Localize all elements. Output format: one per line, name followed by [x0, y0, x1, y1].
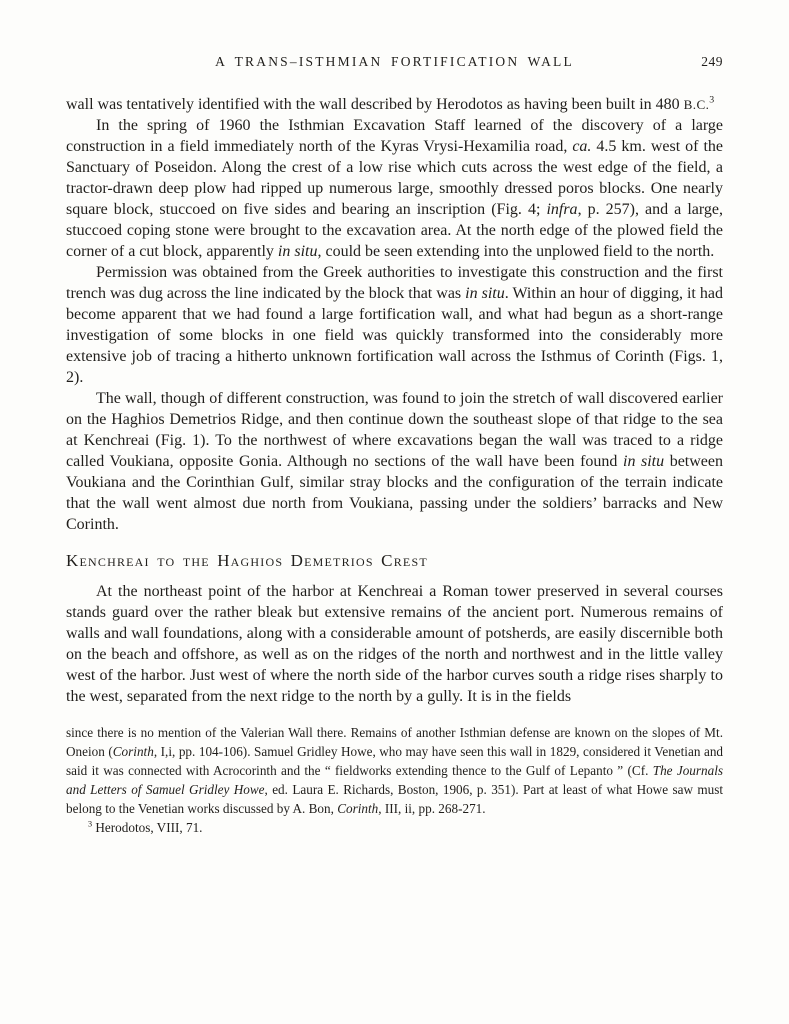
text-run: The wall, though of different construction, was found to join the stretch of wall discovered earlier on the Haghios Demetrios Ridge, and then continue down the southeast slope of that ridge to the sea at Kenchreai (Fig. 1). To the northwest of where excavations began the wall was traced to a ridge called Voukiana, opposite Gonia. Although no sections of the wall have been found — [66, 390, 723, 470]
page-number: 249 — [701, 54, 723, 69]
footnotes — [66, 723, 723, 837]
body-paragraph — [66, 262, 723, 388]
text-run: , ed. Laura E. Richards, Boston, 1906, p. 351). Part at least of what Howe saw must belong to the Venetian works discussed by A. Bon, — [66, 782, 724, 816]
text-run: B.C. — [683, 97, 710, 112]
body-paragraph — [66, 94, 723, 115]
italic-run: The Journals and Letters of Samuel Gridley Howe — [66, 763, 724, 797]
text-run: since there is no mention of the Valerian Wall there. Remains of another Isthmian defense are known on the slopes of Mt. Oneion ( — [66, 725, 723, 759]
text-run: , p. 257), and a large, stuccoed coping stone were brought to the excavation area. At the north edge of the plowed field the corner of a cut block, apparently — [66, 201, 724, 260]
italic-run: in situ — [465, 285, 505, 302]
italic-run: in situ — [623, 453, 665, 470]
section-heading: Kenchreai to the Haghios Demetrios Crest — [66, 551, 428, 570]
running-head — [66, 54, 723, 70]
body-paragraph — [66, 115, 723, 262]
text-run: between Voukiana and the Corinthian Gulf, similar stray blocks and the configuration of the terrain indicate that the wall went almost due north from Voukiana, passing under the soldiers’ barracks and New Corinth. — [66, 453, 724, 533]
running-head-title: A TRANS–ISTHMIAN FORTIFICATION WALL — [215, 54, 574, 69]
italic-run: in situ — [277, 243, 318, 260]
text-run: In the spring of 1960 the Isthmian Excavation Staff learned of the discovery of a large construction in a field immediately north of the Kyras Vrysi-Hexamilia road, — [66, 117, 723, 155]
italic-run: infra — [546, 201, 578, 218]
footnote-marker: 3 — [88, 819, 93, 829]
text-run: , could be seen extending into the unplowed field to the north. — [317, 243, 715, 260]
body-paragraph — [66, 581, 723, 707]
text-run: At the northeast point of the harbor at Kenchreai a Roman tower preserved in several courses stands guard over the rather bleak but extensive remains of the ancient port. Numerous remains of walls and wall foundations, along with a considerable amount of potsherds, are easily discernible both on the beach and offshore, as well as on the ridges of the north and northwest and in the little valley west of the harbor. Just west of where the north side of the harbor curves south a ridge rises sharply to the west, separated from the next ridge to the north by a gully. It is in the fields — [66, 583, 723, 705]
text-run: Permission was obtained from the Greek authorities to investigate this construction and the first trench was dug across the line indicated by the block that was — [66, 264, 723, 302]
text-run: 4.5 km. west of the Sanctuary of Poseidon. Along the crest of a low rise which cuts across the west edge of the field, a tractor-drawn deep plow had ripped up numerous large, smoothly dressed poros blocks. One nearly square block, stuccoed on five sides and bearing an inscription (Fig. 4; — [66, 138, 724, 218]
italic-run: Corinth — [112, 744, 154, 759]
text-run: Herodotos, VIII, 71. — [92, 820, 203, 835]
text-run: . Within an hour of digging, it had become apparent that we had found a large fortification wall, and what had begun as a short-range investigation of some blocks in one field was quickly transformed into the considerably more extensive job of tracing a hitherto unknown fortification wall across the Isthmus of Corinth (Figs. 1, 2). — [66, 285, 723, 386]
footnote — [66, 818, 723, 837]
article-body — [66, 94, 723, 707]
text-run: , III, ii, pp. 268-271. — [378, 801, 486, 816]
footnote-marker: 3 — [709, 94, 715, 106]
body-paragraph — [66, 388, 723, 535]
italic-run: ca. — [572, 138, 592, 155]
italic-run: Corinth — [337, 801, 379, 816]
text-run: , I,i, pp. 104-106). Samuel Gridley Howe, who may have seen this wall in 1829, considered it Venetian and said it was connected with Acrocorinth and the “ fieldworks extending thence to the Gulf of Lepanto ” (Cf. — [66, 744, 723, 778]
footnote — [66, 723, 723, 818]
text-run: wall was tentatively identified with the wall described by Herodotos as having been built in 480 — [66, 96, 684, 113]
